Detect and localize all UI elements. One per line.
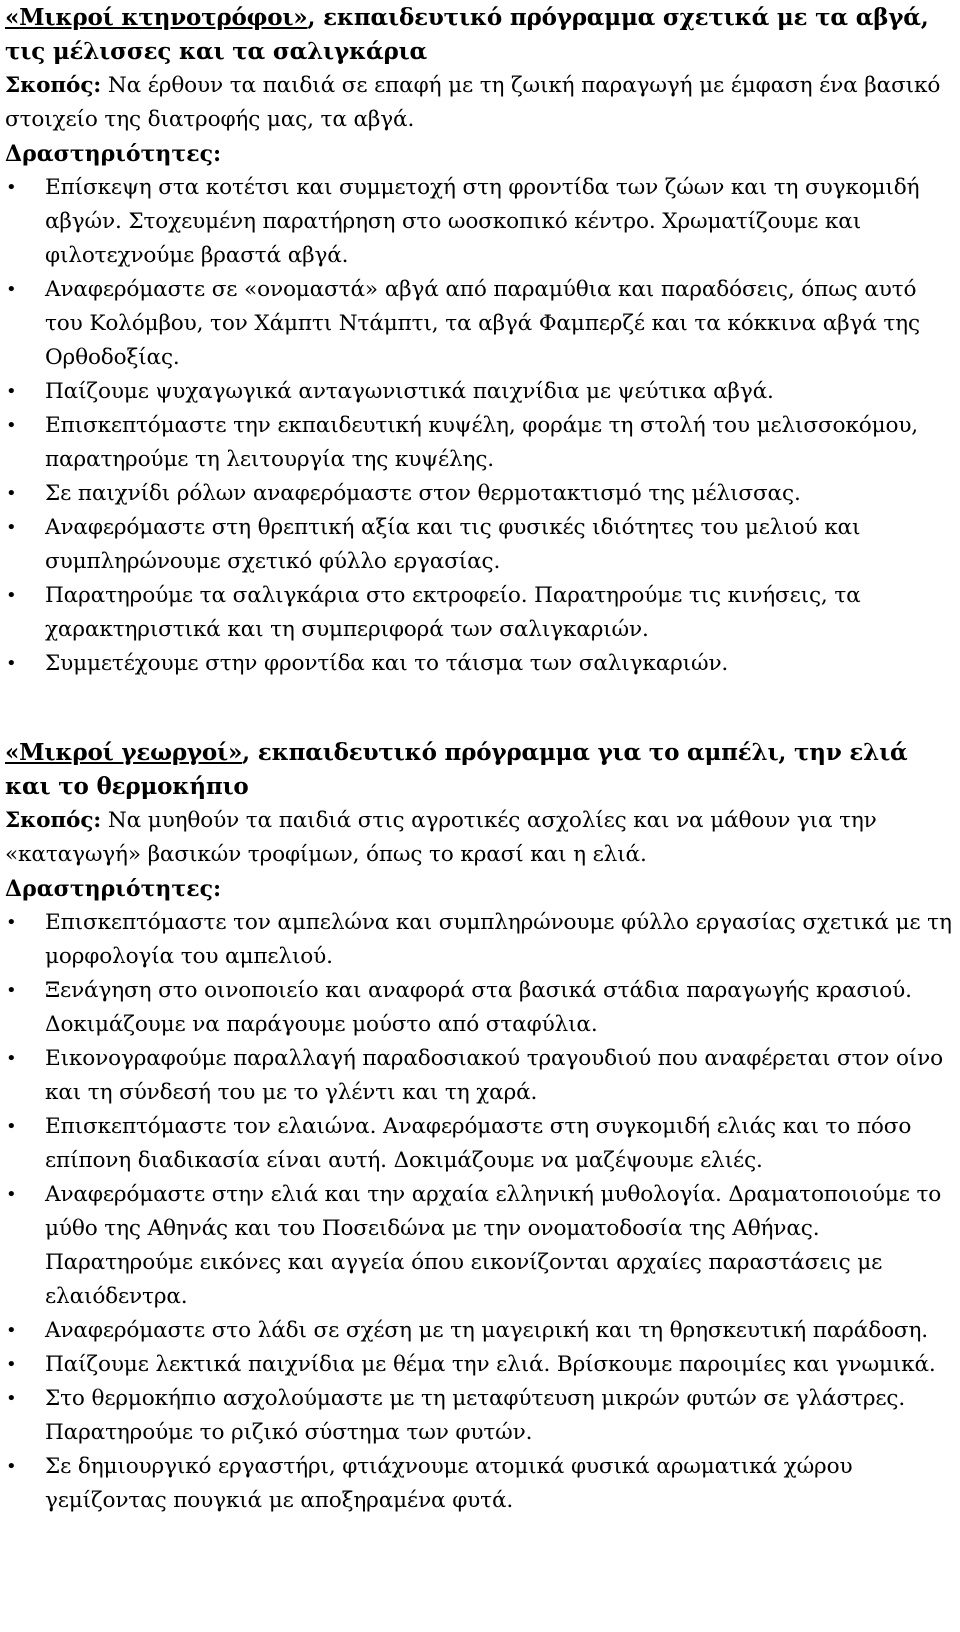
title-description: , εκπαιδευτικό πρόγραμμα για το αμπέλι, την ελιά και το θερμοκήπιο [5, 739, 908, 800]
activities-list [5, 906, 956, 1518]
list-item [5, 1042, 956, 1110]
bullet-icon: • [6, 980, 17, 1001]
bullet-icon: • [6, 1320, 17, 1341]
list-item-text: Σε παιχνίδι ρόλων αναφερόμαστε στον θερμοτακτισμό της μέλισσας. [45, 481, 801, 506]
list-item [5, 171, 956, 273]
bullet-icon: • [6, 1116, 17, 1137]
section-title [5, 735, 956, 804]
list-item-text: Αναφερόμαστε στο λάδι σε σχέση με τη μαγειρική και τη θρησκευτική παράδοση. [45, 1318, 929, 1343]
bullet-icon: • [6, 279, 17, 300]
bullet-icon: • [6, 177, 17, 198]
bullet-icon: • [6, 1184, 17, 1205]
list-item [5, 1314, 956, 1348]
list-item-text: Αναφερόμαστε στη θρεπτική αξία και τις φυσικές ιδιότητες του μελιού και συμπληρώνουμε σχετικό φύλλο εργασίας. [45, 515, 861, 574]
title-description: , εκπαιδευτικό πρόγραμμα σχετικά με τα αβγά, τις μέλισσες και τα σαλιγκάρια [5, 4, 929, 65]
list-item [5, 1110, 956, 1178]
list-item [5, 1178, 956, 1314]
list-item [5, 1450, 956, 1518]
bullet-icon: • [6, 517, 17, 538]
list-item [5, 1382, 956, 1450]
list-item-text: Παρατηρούμε τα σαλιγκάρια στο εκτροφείο. Παρατηρούμε τις κινήσεις, τα χαρακτηριστικά και τη συμπεριφορά των σαλιγκαριών. [45, 583, 861, 642]
list-item-text: Παίζουμε ψυχαγωγικά ανταγωνιστικά παιχνίδια με ψεύτικα αβγά. [45, 379, 774, 404]
goal-label: Σκοπός: [5, 73, 102, 98]
list-item-text: Ξενάγηση στο οινοποιείο και αναφορά στα βασικά στάδια παραγωγής κρασιού. Δοκιμάζουμε να παράγουμε μούστο από σταφύλια. [45, 978, 912, 1037]
bullet-icon: • [6, 415, 17, 436]
bullet-icon: • [6, 1048, 17, 1069]
list-item [5, 1348, 956, 1382]
list-item-text: Επίσκεψη στα κοτέτσι και συμμετοχή στη φροντίδα των ζώων και τη συγκομιδή αβγών. Στοχευμένη παρατήρηση στο ωοσκοπικό κέντρο. Χρωματίζουμε και φιλοτεχνούμε βραστά αβγά. [45, 175, 920, 268]
list-item-text: Σε δημιουργικό εργαστήρι, φτιάχνουμε ατομικά φυσικά αρωματικά χώρου γεμίζοντας πουγκιά με αποξηραμένα φυτά. [45, 1454, 853, 1513]
list-item-text: Συμμετέχουμε στην φροντίδα και το τάισμα των σαλιγκαριών. [45, 651, 729, 676]
list-item-text: Αναφερόμαστε σε «ονομαστά» αβγά από παραμύθια και παραδόσεις, όπως αυτό του Κολόμβου, τον Χάμπτι Ντάμπτι, τα αβγά Φαμπερζέ και τα κόκκινα αβγά της Ορθοδοξίας. [45, 277, 920, 370]
list-item [5, 579, 956, 647]
title-name: «Μικροί γεωργοί» [5, 739, 243, 766]
list-item [5, 906, 956, 974]
list-item-text: Στο θερμοκήπιο ασχολούμαστε με τη μεταφύτευση μικρών φυτών σε γλάστρες. Παρατηρούμε το ριζικό σύστημα των φυτών. [45, 1386, 906, 1445]
goal-paragraph [5, 69, 956, 137]
list-item [5, 273, 956, 375]
list-item-text: Επισκεπτόμαστε την εκπαιδευτική κυψέλη, φοράμε τη στολή του μελισσοκόμου, παρατηρούμε τη λειτουργία της κυψέλης. [45, 413, 919, 472]
list-item [5, 974, 956, 1042]
list-item [5, 375, 956, 409]
bullet-icon: • [6, 1388, 17, 1409]
activities-heading: Δραστηριότητες: [5, 876, 222, 902]
list-item-text: Αναφερόμαστε στην ελιά και την αρχαία ελληνική μυθολογία. Δραματοποιούμε το μύθο της Αθηνάς και του Ποσειδώνα με την ονοματοδοσία της Αθήνας. Παρατηρούμε εικόνες και αγγεία όπου εικονίζονται αρχαίες παραστάσεις με ελαιόδεντρα. [45, 1182, 942, 1309]
goal-paragraph [5, 804, 956, 872]
program-section-farmers [5, 735, 956, 1518]
list-item-text: Παίζουμε λεκτικά παιχνίδια με θέμα την ελιά. Βρίσκουμε παροιμίες και γνωμικά. [45, 1352, 936, 1377]
list-item [5, 409, 956, 477]
program-section-livestock [5, 0, 956, 681]
list-item [5, 477, 956, 511]
list-item [5, 511, 956, 579]
bullet-icon: • [6, 381, 17, 402]
title-name: «Μικροί κτηνοτρόφοι» [5, 4, 308, 31]
bullet-icon: • [6, 483, 17, 504]
list-item-text: Επισκεπτόμαστε τον ελαιώνα. Αναφερόμαστε στη συγκομιδή ελιάς και το πόσο επίπονη διαδικασία είναι αυτή. Δοκιμάζουμε να μαζέψουμε ελιές. [45, 1114, 912, 1173]
bullet-icon: • [6, 1354, 17, 1375]
bullet-icon: • [6, 912, 17, 933]
bullet-icon: • [6, 653, 17, 674]
list-item-text: Επισκεπτόμαστε τον αμπελώνα και συμπληρώνουμε φύλλο εργασίας σχετικά με τη μορφολογία του αμπελιού. [45, 910, 952, 969]
list-item [5, 647, 956, 681]
goal-text: Να έρθουν τα παιδιά σε επαφή με τη ζωική παραγωγή με έμφαση ένα βασικό στοιχείο της διατροφής μας, τα αβγά. [5, 73, 941, 132]
activities-heading: Δραστηριότητες: [5, 141, 222, 167]
activities-list [5, 171, 956, 681]
section-title [5, 0, 956, 69]
bullet-icon: • [6, 1456, 17, 1477]
bullet-icon: • [6, 585, 17, 606]
goal-label: Σκοπός: [5, 808, 102, 833]
list-item-text: Εικονογραφούμε παραλλαγή παραδοσιακού τραγουδιού που αναφέρεται στον οίνο και τη σύνδεσή του με το γλέντι και τη χαρά. [45, 1046, 943, 1105]
goal-text: Να μυηθούν τα παιδιά στις αγροτικές ασχολίες και να μάθουν για την «καταγωγή» βασικών τροφίμων, όπως το κρασί και η ελιά. [5, 808, 877, 867]
